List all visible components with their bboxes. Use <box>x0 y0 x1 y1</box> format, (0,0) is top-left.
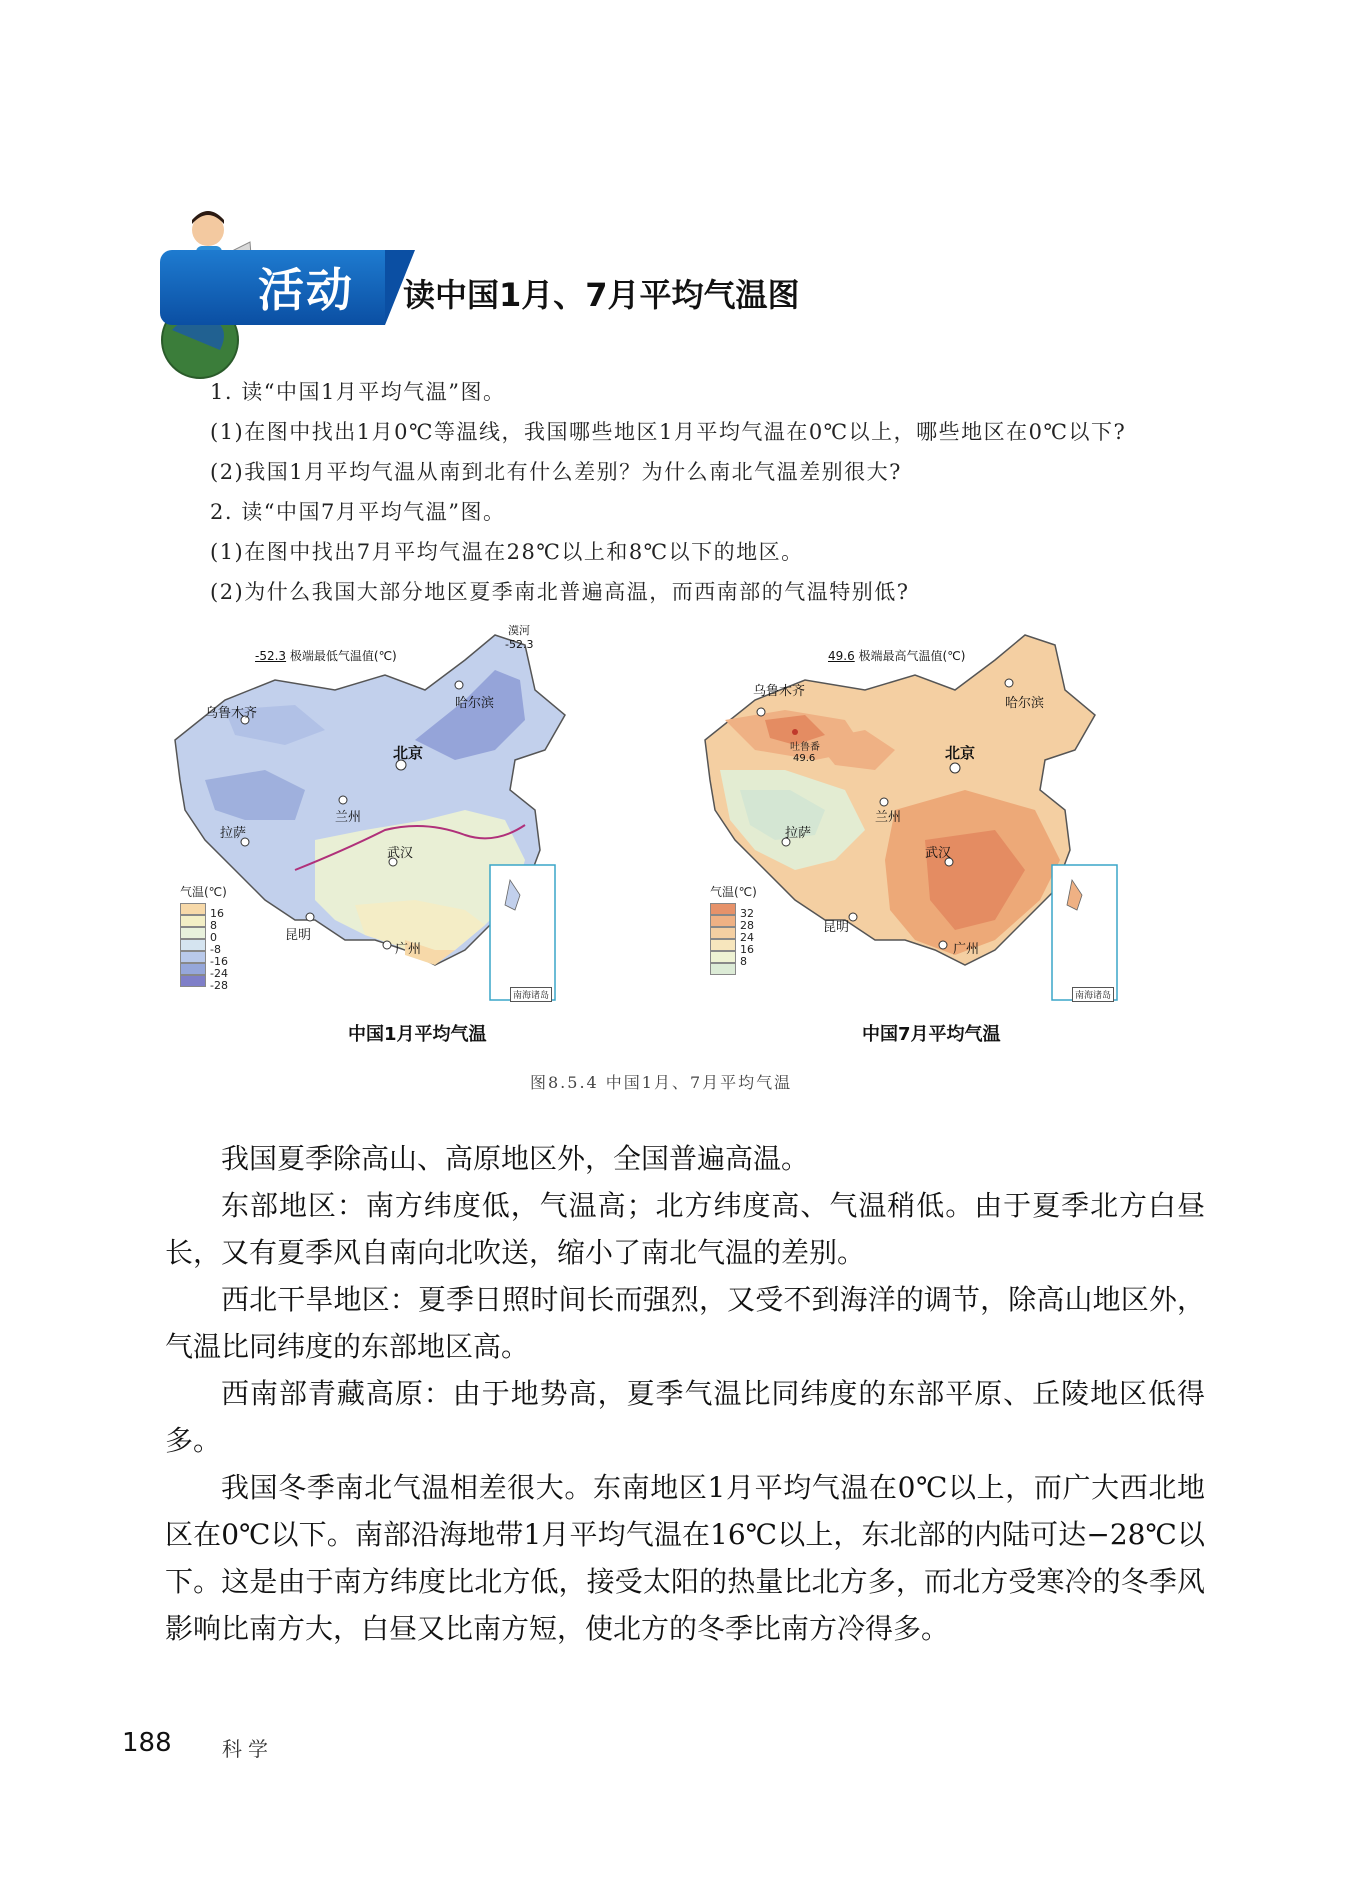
body-text <box>165 1135 1205 1652</box>
legend-swatch <box>180 951 206 963</box>
legend-swatch <box>710 915 736 927</box>
legend-row <box>710 963 757 975</box>
legend-label: 16 <box>210 907 224 920</box>
activity-label: 活动 <box>258 263 354 317</box>
extreme-high-note <box>828 647 965 664</box>
legend-title: 气温(℃) <box>710 885 757 899</box>
city-lanzhou: 兰州 <box>335 810 362 825</box>
legend-label: 24 <box>740 931 754 944</box>
legend-row <box>180 903 227 920</box>
legend-swatch <box>180 963 206 975</box>
question-item: (2)为什么我国大部分地区夏季南北普遍高温，而西南部的气温特别低? <box>210 580 910 604</box>
january-legend <box>180 883 228 992</box>
city-lhasa: 拉萨 <box>785 826 812 841</box>
legend-label: 0 <box>210 931 217 944</box>
south-china-sea-inset-label: 南海诸岛 <box>510 987 552 1002</box>
legend-swatch <box>180 903 206 915</box>
extreme-high-text: 极端最高气温值(℃) <box>858 649 966 663</box>
extreme-low-value: -52.3 <box>255 649 287 663</box>
activity-title: 读中国1月、7月平均气温图 <box>403 276 800 314</box>
january-temperature-map <box>165 620 685 1020</box>
city-guangzhou: 广州 <box>953 942 980 957</box>
city-guangzhou: 广州 <box>395 942 422 957</box>
question-list <box>210 372 1210 612</box>
july-map-caption: 中国7月平均气温 <box>862 1024 1001 1045</box>
legend-label: 28 <box>740 919 754 932</box>
legend-swatch <box>180 927 206 939</box>
question-item: (1)在图中找出1月0℃等温线，我国哪些地区1月平均气温在0℃以上，哪些地区在0℃以下? <box>210 420 1127 444</box>
legend-label: -16 <box>210 955 228 968</box>
legend-row <box>180 975 228 992</box>
paragraph: 我国冬季南北气温相差很大。东南地区1月平均气温在0℃以上，而广大西北地区在0℃以下。南部沿海地带1月平均气温在16℃以上，东北部的内陆可达−28℃以下。这是由于南方纬度比北方低，接受太阳的热量比北方多，而北方受寒冷的冬季风影响比南方大，白昼又比南方短，使北方的冬季比南方冷得多。 <box>165 1471 1205 1645</box>
legend-label: 16 <box>740 943 754 956</box>
legend-title: 气温(℃) <box>180 885 227 899</box>
legend-row <box>180 915 227 932</box>
city-urumqi: 乌鲁木齐 <box>753 684 806 699</box>
legend-row <box>710 915 757 932</box>
city-harbin: 哈尔滨 <box>1005 696 1045 711</box>
legend-row <box>710 951 757 968</box>
legend-swatch <box>710 903 736 915</box>
legend-label: 32 <box>740 907 754 920</box>
book-title: 科学 <box>222 1737 274 1761</box>
paragraph: 东部地区：南方纬度低，气温高；北方纬度高、气温稍低。由于夏季北方白昼长，又有夏季风自南向北吹送，缩小了南北气温的差别。 <box>165 1189 1205 1269</box>
legend-row <box>710 927 757 944</box>
paragraph: 西北干旱地区：夏季日照时间长而强烈，又受不到海洋的调节，除高山地区外，气温比同纬度的东部地区高。 <box>165 1283 1205 1363</box>
city-wuhan: 武汉 <box>387 846 414 861</box>
legend-row <box>180 927 227 944</box>
turpan-label: 吐鲁番 <box>790 742 820 753</box>
question-item: 2. 读“中国7月平均气温”图。 <box>210 500 506 524</box>
legend-row <box>180 939 227 956</box>
extreme-low-note <box>255 647 397 664</box>
page-number: 188 <box>122 1728 172 1758</box>
china-map-january-icon <box>165 620 685 1020</box>
south-china-sea-inset-label: 南海诸岛 <box>1072 987 1114 1002</box>
city-beijing: 北京 <box>393 744 424 762</box>
city-wuhan: 武汉 <box>925 846 952 861</box>
legend-row <box>710 903 757 920</box>
activity-banner <box>160 190 860 390</box>
legend-swatch <box>710 951 736 963</box>
january-map-caption: 中国1月平均气温 <box>348 1024 487 1045</box>
extreme-high-value: 49.6 <box>828 649 855 663</box>
legend-row <box>180 951 228 968</box>
legend-swatch <box>710 939 736 951</box>
legend-label: -28 <box>210 979 228 992</box>
city-lhasa: 拉萨 <box>220 826 247 841</box>
question-item: (1)在图中找出7月平均气温在28℃以上和8℃以下的地区。 <box>210 540 804 564</box>
question-item: (2)我国1月平均气温从南到北有什么差别？为什么南北气温差别很大? <box>210 460 902 484</box>
legend-label: 8 <box>210 919 217 932</box>
mohe-value: -52.3 <box>505 638 534 651</box>
paragraph: 我国夏季除高山、高原地区外，全国普遍高温。 <box>221 1142 810 1175</box>
turpan-value: 49.6 <box>793 753 816 764</box>
july-legend <box>710 883 757 975</box>
legend-swatch <box>710 927 736 939</box>
legend-swatch <box>180 975 206 987</box>
legend-label: 8 <box>740 955 747 968</box>
city-harbin: 哈尔滨 <box>455 696 495 711</box>
legend-row <box>180 963 228 980</box>
question-item: 1. 读“中国1月平均气温”图。 <box>210 380 506 404</box>
legend-swatch <box>180 939 206 951</box>
city-kunming: 昆明 <box>285 928 312 943</box>
mohe-label: 漠河 <box>508 624 530 637</box>
city-beijing: 北京 <box>945 744 976 762</box>
extreme-low-text: 极端最低气温值(℃) <box>289 649 397 663</box>
legend-label: -8 <box>210 943 221 956</box>
figure-caption: 图8.5.4 中国1月、7月平均气温 <box>530 1073 793 1092</box>
city-lanzhou: 兰州 <box>875 810 902 825</box>
legend-row <box>710 939 757 956</box>
city-urumqi: 乌鲁木齐 <box>205 706 258 721</box>
july-temperature-map <box>695 620 1215 1020</box>
legend-swatch <box>180 915 206 927</box>
legend-swatch <box>710 963 736 975</box>
paragraph: 西南部青藏高原：由于地势高，夏季气温比同纬度的东部平原、丘陵地区低得多。 <box>165 1377 1205 1457</box>
city-kunming: 昆明 <box>823 920 850 935</box>
legend-label: -24 <box>210 967 228 980</box>
